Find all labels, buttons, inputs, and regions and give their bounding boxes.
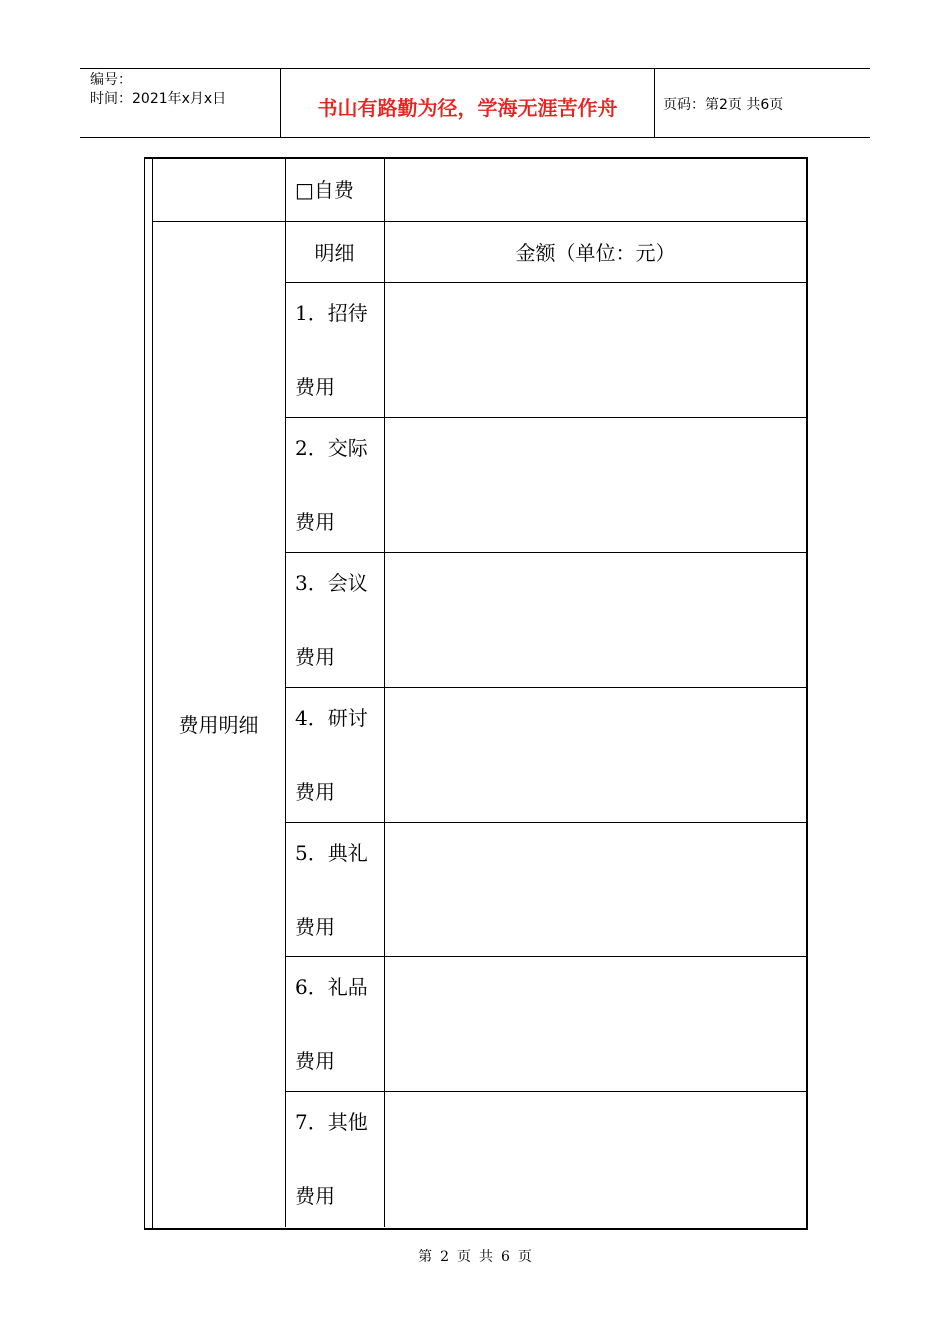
item-label: 费用 bbox=[295, 1049, 335, 1073]
document-time-label: 时间：2021年x月x日 bbox=[90, 91, 227, 107]
row-divider bbox=[285, 687, 807, 688]
detail-column-header: 明细 bbox=[314, 241, 355, 265]
row-divider bbox=[285, 956, 807, 957]
row-divider bbox=[152, 221, 807, 222]
item-label: 5．典礼 bbox=[295, 841, 368, 865]
item-label: 费用 bbox=[295, 375, 335, 399]
header-meta bbox=[80, 69, 281, 137]
item-label: 费用 bbox=[295, 780, 335, 804]
footer-text: 共 bbox=[479, 1249, 493, 1265]
column-divider-2 bbox=[384, 158, 385, 1227]
row-divider bbox=[285, 552, 807, 553]
header-motto-cell bbox=[281, 69, 655, 137]
header-page-label: 页码：第2页 共6页 bbox=[663, 97, 784, 113]
row-divider bbox=[285, 1091, 807, 1092]
item-label: 1．招待 bbox=[295, 301, 368, 325]
document-number-label: 编号： bbox=[90, 72, 132, 88]
page-header bbox=[80, 68, 870, 138]
item-label: 3．会议 bbox=[295, 571, 368, 595]
item-label: 7．其他 bbox=[295, 1110, 368, 1134]
row-divider bbox=[285, 417, 807, 418]
item-label: 费用 bbox=[295, 645, 335, 669]
header-page-cell bbox=[655, 69, 870, 137]
item-label: 费用 bbox=[295, 1184, 335, 1208]
item-label: 费用 bbox=[295, 915, 335, 939]
header-motto: 书山有路勤为径，学海无涯苦作舟 bbox=[317, 96, 618, 120]
row-divider bbox=[285, 822, 807, 823]
column-divider-1 bbox=[285, 158, 286, 1227]
footer-total-pages: 6 bbox=[501, 1249, 510, 1265]
amount-column-header: 金额（单位：元） bbox=[515, 241, 676, 265]
expense-detail-table bbox=[144, 157, 808, 1230]
expense-detail-section-label: 费用明细 bbox=[178, 713, 259, 737]
page-footer bbox=[0, 1246, 950, 1266]
row-divider bbox=[285, 282, 807, 283]
item-label: 6．礼品 bbox=[295, 975, 368, 999]
item-label: 费用 bbox=[295, 510, 335, 534]
footer-text: 页 bbox=[517, 1249, 532, 1265]
table-inner-left-border bbox=[152, 157, 153, 1228]
footer-text: 页 bbox=[457, 1249, 471, 1265]
table-outer-left-border bbox=[144, 157, 145, 1228]
footer-text: 第 bbox=[418, 1249, 433, 1265]
item-label: 2．交际 bbox=[295, 436, 368, 460]
self-pay-checkbox-label: □自费 bbox=[295, 178, 354, 202]
footer-current-page: 2 bbox=[440, 1249, 449, 1265]
item-label: 4．研讨 bbox=[295, 706, 368, 730]
